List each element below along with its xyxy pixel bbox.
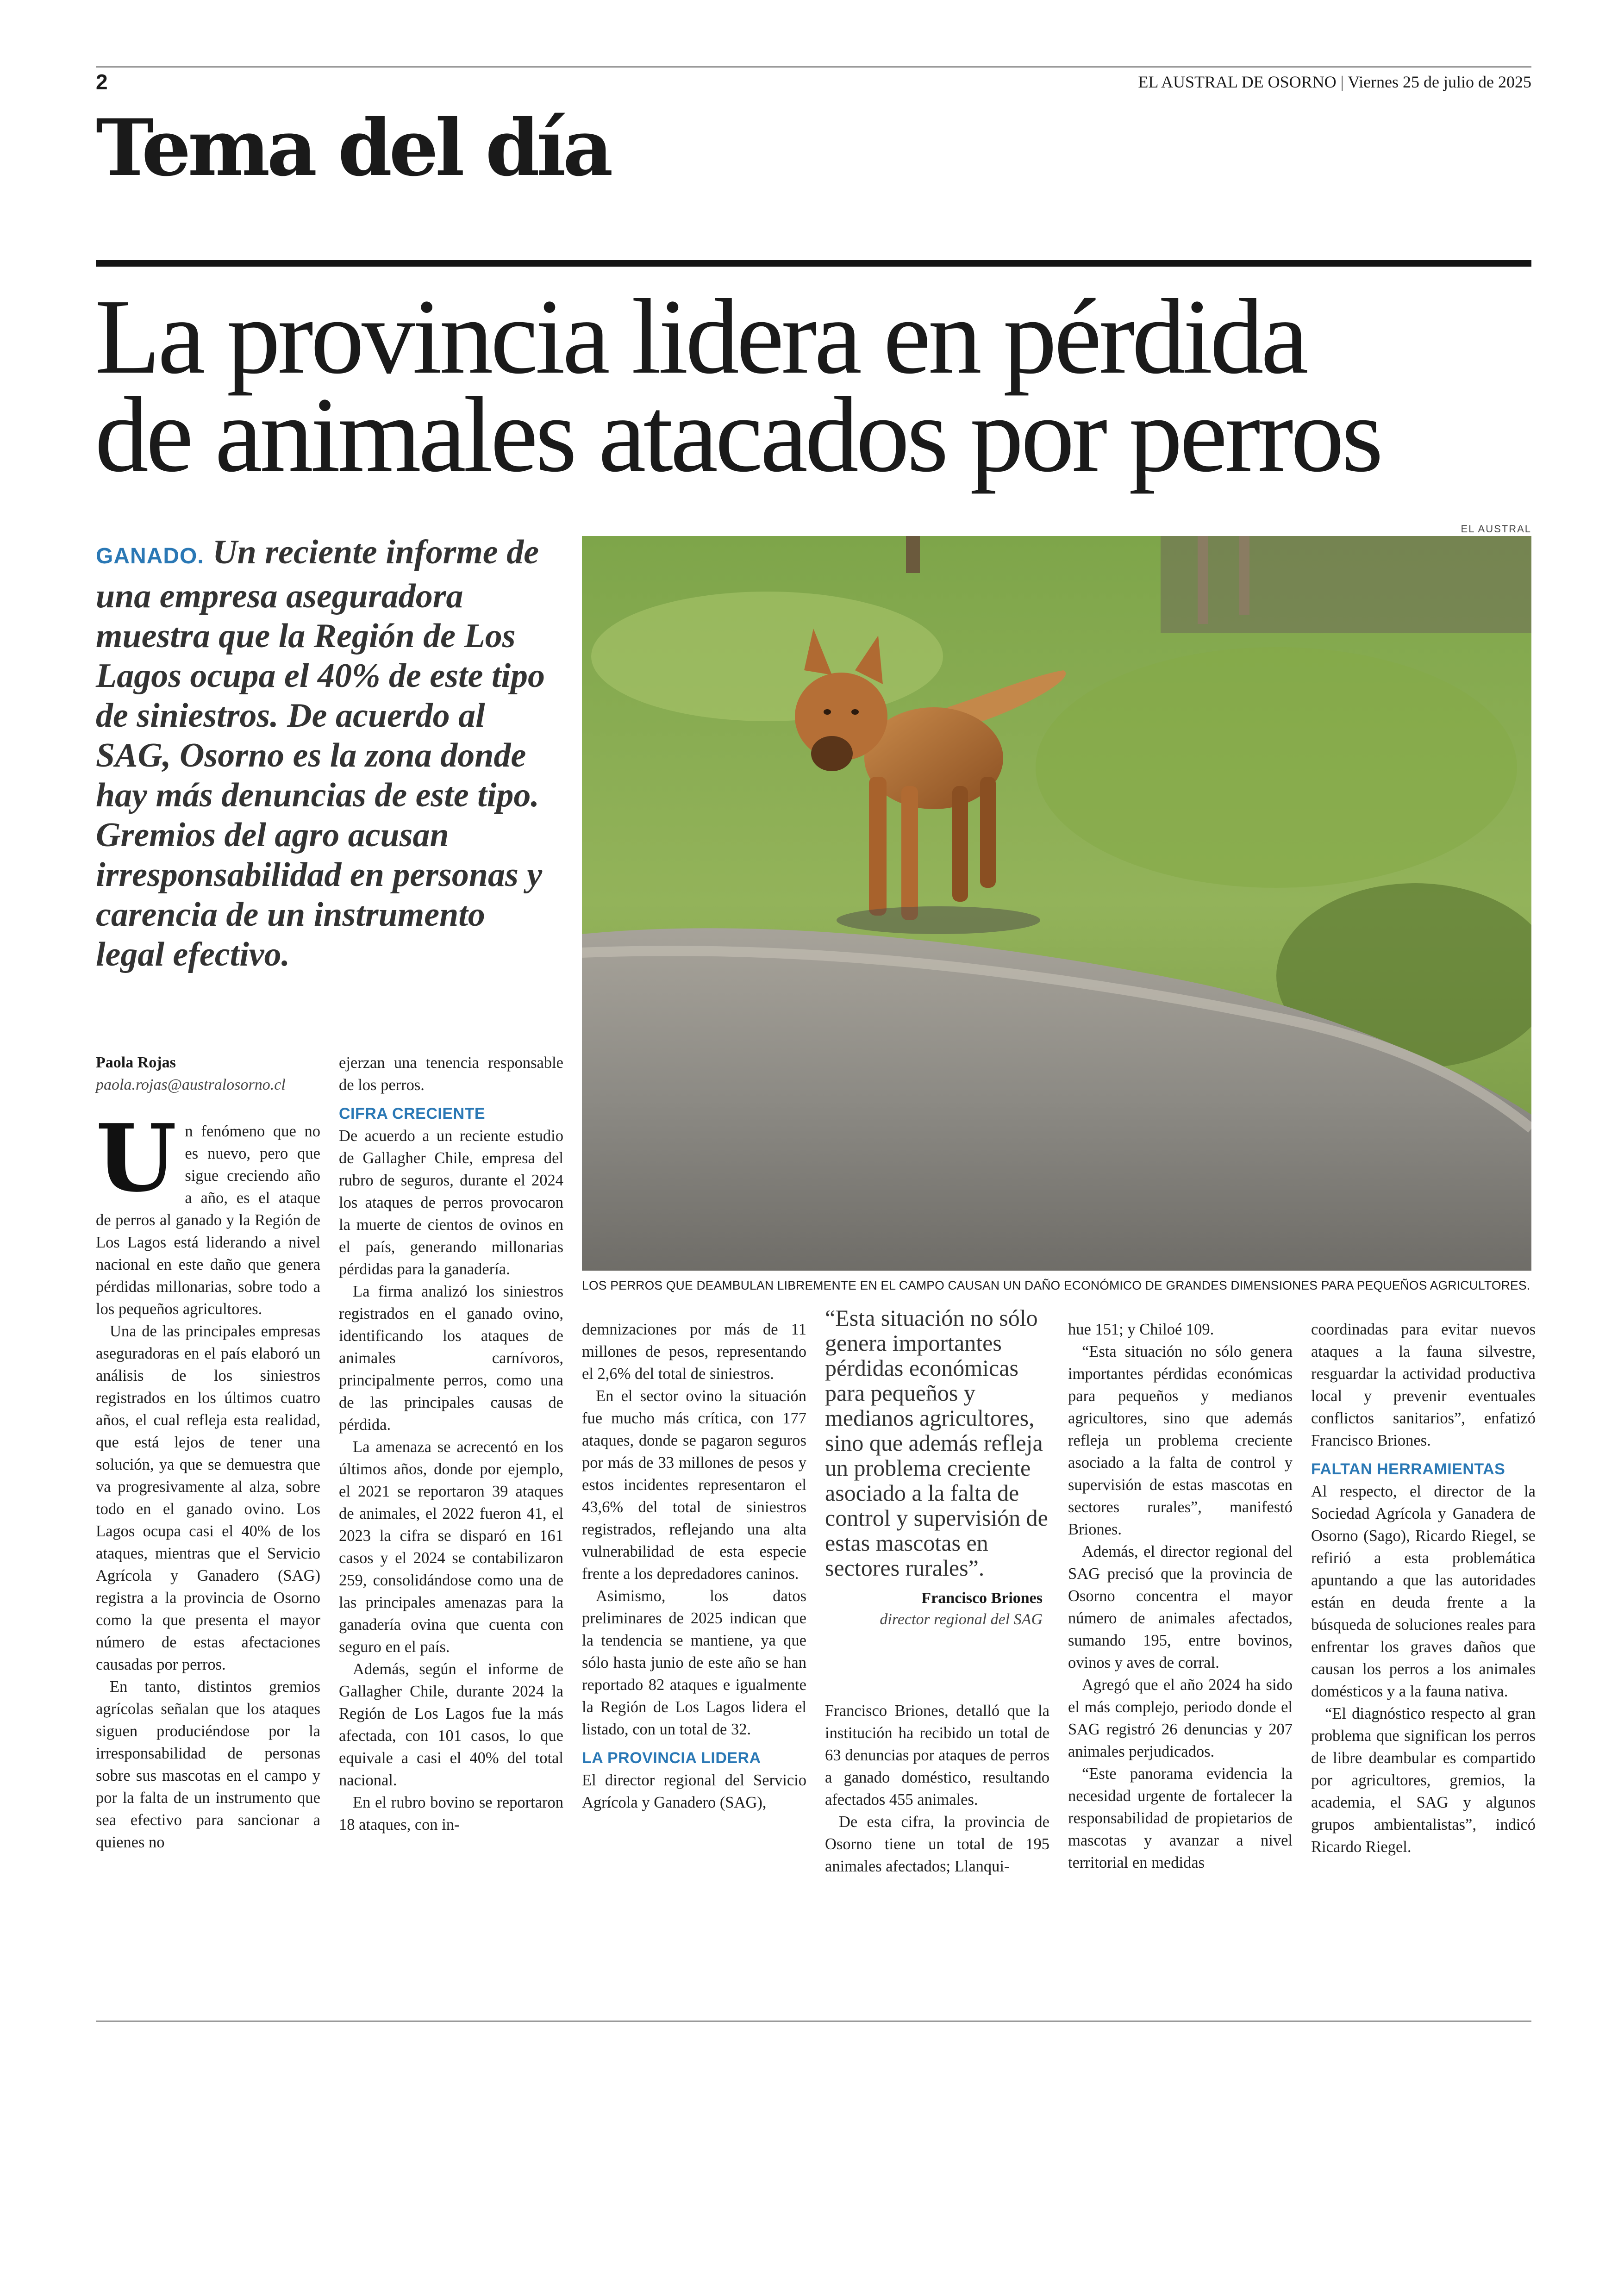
byline	[96, 1052, 327, 1096]
article-column-6	[1311, 1318, 1536, 1858]
paragraph: Además, el director regional del SAG precisó que la provincia de Osorno concentra el mayor número de animales afectados, sumando 195, entre bovinos, ovinos y aves de corral.	[1068, 1543, 1293, 1671]
paragraph: hue 151; y Chiloé 109.	[1068, 1321, 1214, 1338]
lede-kicker: GANADO.	[96, 544, 204, 568]
top-rule	[96, 66, 1531, 68]
publication-date: Viernes 25 de julio de 2025	[1348, 73, 1531, 91]
dog-photo	[582, 536, 1531, 1271]
paragraph: Agregó que el año 2024 ha sido el más complejo, periodo donde el SAG registró 26 denuncias y 207 animales perjudicados.	[1068, 1676, 1293, 1760]
article-column-2	[339, 1052, 563, 1836]
article-column-3	[582, 1318, 806, 1814]
pull-quote: “Esta situación no sólo genera importantes pérdidas económicas para pequeños y medianos agricultores, sino que además refleja un problema creciente asociado a la falta de control y supervisión de estas mascotas en sectores rurales”.	[825, 1305, 1048, 1581]
paragraph: En tanto, distintos gremios agrícolas señalan que los ataques siguen produciéndose por la irresponsabilidad de personas sobre sus mascotas en el campo y por la falta de un instrumento que sea efectivo para sancionar a quienes no	[96, 1678, 320, 1851]
paragraph: En el sector ovino la situación fue mucho más crítica, con 177 ataques, donde se pagaron seguros por más de 33 millones de pesos y estos incidentes representaron el 43,6% del total de siniestros registrados, reflejando una alta vulnerabilidad de esta especie frente a los depredadores caninos.	[582, 1387, 806, 1583]
paragraph: El director regional del Servicio Agrícola y Ganadero (SAG),	[582, 1771, 806, 1811]
paragraph: Una de las principales empresas aseguradoras en el país elaboró un análisis de los siniestros registrados en los últimos cuatro años, el cual refleja esta realidad, que está lejos de tener una solución, ya que se demuestra que va progresivamente al alza, sobre todo en el ganado ovino. Los Lagos ocupa casi el 40% de los ataques, mientras que el Servicio Agrícola y Ganadero (SAG) registra a la provincia de Osorno como la que presenta el mayor número de estas afectaciones causadas por perros.	[96, 1322, 320, 1673]
publication-name: EL AUSTRAL DE OSORNO	[1138, 73, 1337, 91]
photo-credit: EL AUSTRAL	[1461, 523, 1531, 535]
section-rule	[96, 260, 1531, 267]
paragraph: En el rubro bovino se reportaron 18 ataques, con in-	[339, 1794, 563, 1834]
paragraph: Al respecto, el director de la Sociedad Agrícola y Ganadera de Osorno (Sago), Ricardo Riegel, se refirió a esta problemática apuntando a que las autoridades están en deuda frente a la búsqueda de soluciones reales para enfrentar los graves daños que causan los perros a los animales domésticos y a la fauna nativa.	[1311, 1483, 1536, 1700]
quote-author: Francisco Briones	[921, 1590, 1043, 1607]
paragraph: “Este panorama evidencia la necesidad urgente de fortalecer la responsabilidad de propietarios de mascotas y avanzar a nivel territorial en medidas	[1068, 1765, 1293, 1871]
paragraph: “El diagnóstico respecto al gran problema que significan los perros de libre deambular es compartido por agricultores, gremios, la academia, el SAG y algunos grupos ambientalistas”, indicó Ricardo Riegel.	[1311, 1705, 1536, 1856]
paragraph: ejerzan una tenencia responsable de los perros.	[339, 1054, 563, 1094]
masthead-separator: |	[1336, 73, 1348, 91]
page-number: 2	[96, 70, 108, 94]
headline	[95, 277, 1535, 494]
masthead	[1138, 72, 1531, 92]
article-column-1	[96, 1104, 320, 1853]
photo-caption: LOS PERROS QUE DEAMBULAN LIBREMENTE EN EL CAMPO CAUSAN UN DAÑO ECONÓMICO DE GRANDES DIMENSIONES PARA PEQUEÑOS AGRICULTORES.	[582, 1278, 1530, 1292]
paragraph: Además, según el informe de Gallagher Chile, durante 2024 la Región de Los Lagos fue la más afectada, con 101 casos, lo que equivale a casi el 40% del total nacional.	[339, 1660, 563, 1789]
section-title: Tema del día	[96, 102, 610, 193]
subheading-la-provincia-lidera: LA PROVINCIA LIDERA	[582, 1749, 761, 1767]
paragraph: La amenaza se acrecentó en los últimos años, donde por ejemplo, el 2021 se reportaron 39 ataques de animales, el 2022 fueron 41, el 2023 la cifra se disparó en 161 casos y el 2024 se contabilizaron 259, consolidándose como una de las principales amenazas para la ganadería ovina que cuenta con seguro en el país.	[339, 1438, 563, 1656]
quote-author-role: director regional del SAG	[880, 1611, 1043, 1628]
paragraph: De esta cifra, la provincia de Osorno tiene un total de 195 animales afectados; Llanqui-	[825, 1813, 1049, 1875]
paragraph: Asimismo, los datos preliminares de 2025 indican que la tendencia se mantiene, ya que sólo hasta junio de este año se han reportado 82 ataques e igualmente la Región de Los Lagos lidera el listado, con un total de 32.	[582, 1587, 806, 1738]
byline-email: paola.rojas@australosorno.cl	[96, 1076, 286, 1093]
article-column-5	[1068, 1318, 1293, 1874]
paragraph: coordinadas para evitar nuevos ataques a la fauna silvestre, resguardar la actividad productiva local y prevenir eventuales conflictos sanitarios”, enfatizó Francisco Briones.	[1311, 1321, 1536, 1449]
paragraph: demnizaciones por más de 11 millones de pesos, representando el 2,6% del total de siniestros.	[582, 1321, 806, 1383]
drop-cap: U	[96, 1104, 177, 1213]
headline-line-2: de animales atacados por perros	[95, 375, 1381, 494]
subheading-cifra-creciente: CIFRA CRECIENTE	[339, 1105, 486, 1123]
bottom-rule	[96, 2021, 1531, 2022]
quote-attribution	[825, 1588, 1043, 1630]
headline-line-1: La provincia lidera en pérdida	[95, 277, 1306, 396]
byline-author: Paola Rojas	[96, 1054, 176, 1071]
subheading-faltan-herramientas: FALTAN HERRAMIENTAS	[1311, 1460, 1505, 1478]
paragraph: Francisco Briones, detalló que la institución ha recibido un total de 63 denuncias por ataques de perros a ganado doméstico, resultando afectados 455 animales.	[825, 1702, 1049, 1809]
paragraph: La firma analizó los siniestros registrados en el ganado ovino, identificando los ataques de animales carnívoros, principalmente perros, como una de las principales causas de pérdida.	[339, 1283, 563, 1434]
lede-text: Un reciente informe de una empresa aseguradora muestra que la Región de Los Lagos ocupa el 40% de este tipo de siniestros. De acuerdo al SAG, Osorno es la zona donde hay más denuncias de este tipo. Gremios del agro acusan irresponsabilidad en personas y carencia de un instrumento legal efectivo.	[96, 533, 545, 973]
lede	[96, 532, 550, 974]
article-column-4	[825, 1700, 1049, 1877]
paragraph: Un fenómeno que no es nuevo, pero que sigue creciendo año a año, es el ataque de perros al ganado y la Región de Los Lagos está liderando a nivel nacional en este daño que genera pérdidas millonarias, sobre todo a los pequeños agricultores.	[96, 1104, 320, 1318]
paragraph: De acuerdo a un reciente estudio de Gallagher Chile, empresa del rubro de seguros, durante el 2024 los ataques de perros provocaron la muerte de cientos de ovinos en el país, generando millonarias pérdidas para la ganadería.	[339, 1127, 563, 1278]
paragraph: “Esta situación no sólo genera importantes pérdidas económicas para pequeños y medianos agricultores, sino que además refleja un problema creciente asociado a la falta de control y supervisión de estas mascotas en sectores rurales”, manifestó Briones.	[1068, 1343, 1293, 1538]
